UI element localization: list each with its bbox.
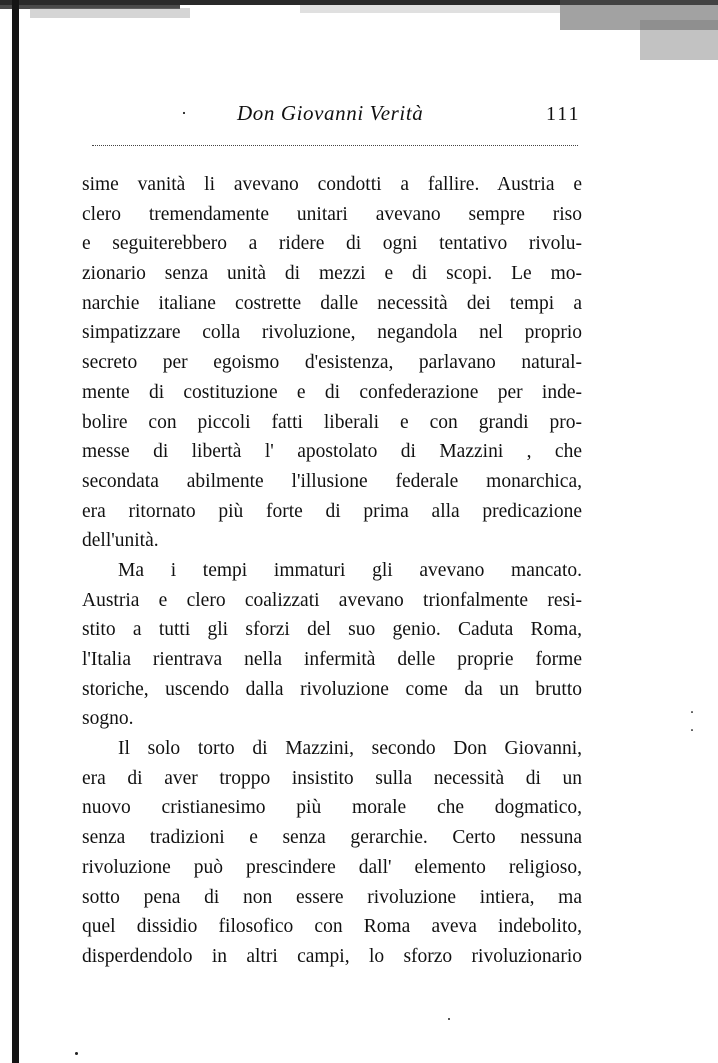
text-line: senza tradizioni e senza gerarchie. Certo nessuna — [82, 827, 582, 849]
text-line: mente di costituzione e di confederazione per inde- — [82, 381, 582, 403]
text-line: rivoluzione può prescindere dall' elemento religioso, — [82, 856, 582, 878]
text-line: Ma i tempi immaturi gli avevano mancato. — [118, 559, 582, 581]
text-line: messe di libertà l' apostolato di Mazzini , che — [82, 441, 582, 463]
text-line: secondata abilmente l'illusione federale monarchica, — [82, 470, 582, 492]
text-line: sime vanità li avevano condotti a fallire. Austria e — [82, 174, 582, 195]
body-text — [82, 170, 582, 972]
page-number: 111 — [546, 103, 581, 125]
text-line: Il solo torto di Mazzini, secondo Don Giovanni, — [118, 738, 582, 760]
scan-noise-top — [0, 0, 718, 70]
running-head — [0, 100, 718, 130]
text-line: e seguiterebbero a ridere di ogni tentativo rivolu- — [82, 233, 582, 255]
text-line: quel dissidio filosofico con Roma aveva indebolito, — [82, 916, 582, 938]
text-line: era ritornato più forte di prima alla predicazione — [82, 500, 582, 522]
text-line: Austria e clero coalizzati avevano trionfalmente resi- — [82, 589, 582, 611]
book-spine-edge — [12, 0, 19, 1063]
text-line: disperdendolo in altri campi, lo sforzo rivoluzionario — [82, 945, 582, 967]
scan-speck — [75, 1052, 78, 1055]
text-line: sogno. — [82, 708, 134, 730]
text-line: stito a tutti gli sforzi del suo genio. Caduta Roma, — [82, 619, 582, 641]
text-line: simpatizzare colla rivoluzione, negandola nel proprio — [82, 322, 582, 344]
text-line: zionario senza unità di mezzi e di scopi. Le mo- — [82, 263, 582, 285]
header-rule — [92, 145, 578, 146]
text-line: sotto pena di non essere rivoluzione intiera, ma — [82, 886, 582, 908]
margin-marks: . . — [690, 700, 700, 735]
text-line: secreto per egoismo d'esistenza, parlavano natural- — [82, 352, 582, 374]
running-head-title: Don Giovanni Verità — [237, 101, 424, 125]
scan-speck — [448, 1018, 450, 1020]
text-line: era di aver troppo insistito sulla necessità di un — [82, 767, 582, 789]
text-line: bolire con piccoli fatti liberali e con grandi pro- — [82, 411, 582, 433]
text-line: nuovo cristianesimo più morale che dogmatico, — [82, 797, 582, 819]
text-line: narchie italiane costrette dalle necessità dei tempi a — [82, 292, 582, 314]
text-line: storiche, uscendo dalla rivoluzione come da un brutto — [82, 678, 582, 700]
text-line: dell'unità. — [82, 530, 159, 552]
text-line: l'Italia rientrava nella infermità delle proprie forme — [82, 649, 582, 670]
text-line: clero tremendamente unitari avevano sempre riso — [82, 203, 582, 225]
head-ornament: · — [181, 103, 187, 123]
